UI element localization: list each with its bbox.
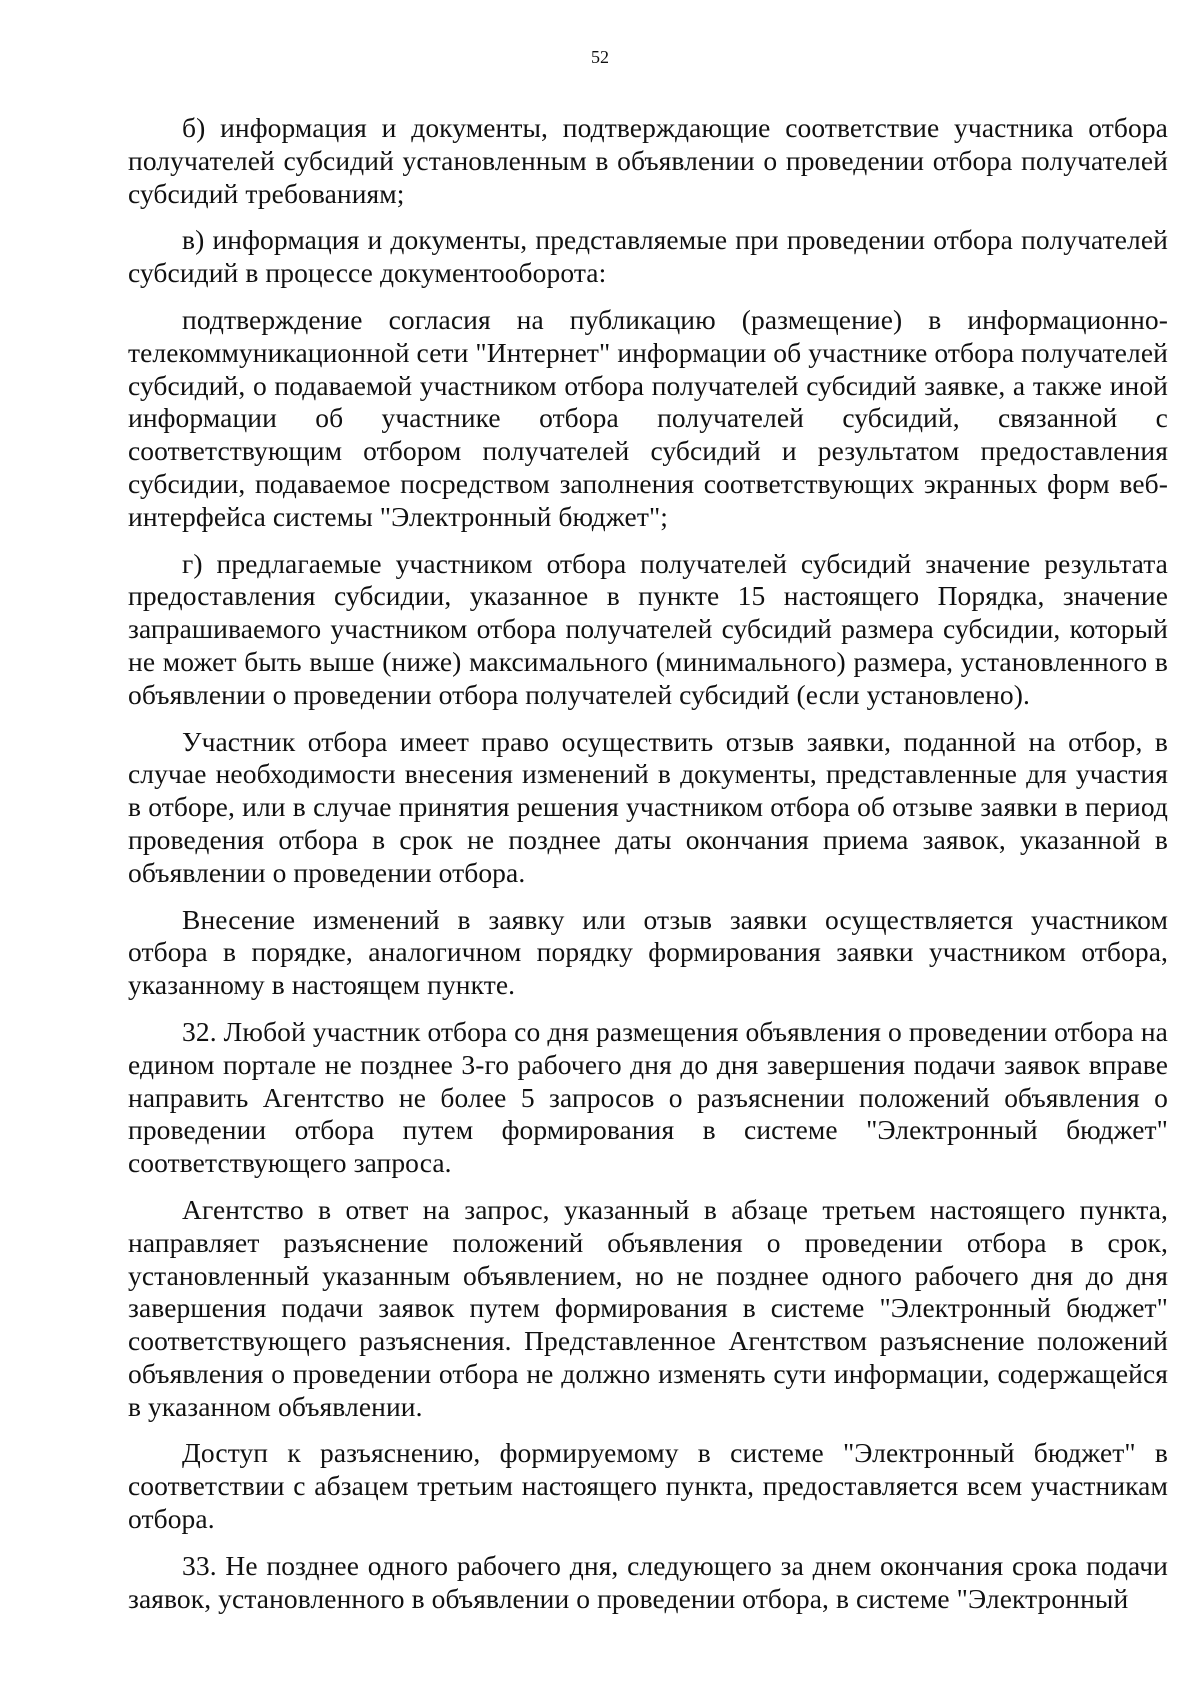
paragraph-withdrawal-right: Участник отбора имеет право осуществить отзыв заявки, поданной на отбор, в случае необходимости внесения изменений в документы, представленные для участия в отборе, или в случае принятия решения участником отбора об отзыве заявки в период проведения отбора в срок не позднее даты окончания приема заявок, указанной в объявлении о проведении отбора. [128,725,1168,888]
paragraph-b-requirements: б) информация и документы, подтверждающие соответствие участника отбора получателей субсидий установленным в объявлении о проведении отбора получателей субсидий требованиям; [128,112,1168,209]
paragraph-v-documents: в) информация и документы, представляемые при проведении отбора получателей субсидий в процессе документооборота: [128,224,1168,289]
page-number: 52 [591,47,609,67]
paragraph-publication-consent: подтверждение согласия на публикацию (размещение) в информационно-телекоммуникационной сети "Интернет" информации об участнике отбора получателей субсидий, о подаваемой участником отбора получателей субсидий заявке, а также иной информации об участнике отбора получателей субсидий, связанной с соответствующим отбором получателей субсидий и результатом предоставления субсидии, подаваемое посредством заполнения соответствующих экранных форм веб-интерфейса системы "Электронный бюджет"; [128,303,1168,532]
paragraph-g-proposed-values: г) предлагаемые участником отбора получателей субсидий значение результата предоставления субсидии, указанное в пункте 15 настоящего Порядка, значение запрашиваемого участником отбора получателей субсидий размера субсидии, который не может быть выше (ниже) максимального (минимального) размера, установленного в объявлении о проведении отбора получателей субсидий (если установлено). [128,547,1168,710]
paragraph-clause-33: 33. Не позднее одного рабочего дня, следующего за днем окончания срока подачи заявок, установленного в объявлении о проведении отбора, в системе "Электронный [128,1549,1168,1614]
paragraph-agency-response: Агентство в ответ на запрос, указанный в абзаце третьем настоящего пункта, направляет разъяснение положений объявления о проведении отбора в срок, установленный указанным объявлением, но не позднее одного рабочего дня до дня завершения подачи заявок путем формирования в системе "Электронный бюджет" соответствующего разъяснения. Представленное Агентством разъяснение положений объявления о проведении отбора не должно изменять сути информации, содержащейся в указанном объявлении. [128,1193,1168,1422]
document-body [128,112,1168,1615]
paragraph-access-to-clarification: Доступ к разъяснению, формируемому в системе "Электронный бюджет" в соответствии с абзацем третьим настоящего пункта, предоставляется всем участникам отбора. [128,1437,1168,1535]
paragraph-changes-procedure: Внесение изменений в заявку или отзыв заявки осуществляется участником отбора в порядке, аналогичном порядку формирования заявки участником отбора, указанному в настоящем пункте. [128,903,1168,1001]
paragraph-clause-32: 32. Любой участник отбора со дня размещения объявления о проведении отбора на едином портале не позднее 3-го рабочего дня до дня завершения подачи заявок вправе направить Агентство не более 5 запросов о разъяснении положений объявления о проведении отбора путем формирования в системе "Электронный бюджет" соответствующего запроса. [128,1015,1168,1179]
